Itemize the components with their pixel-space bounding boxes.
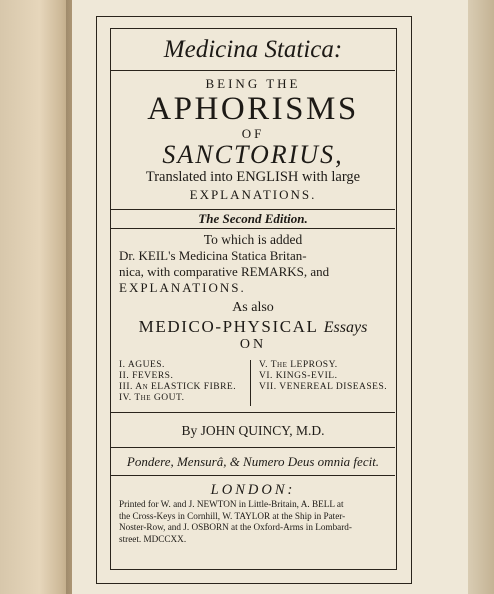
divider-rule <box>111 475 395 476</box>
essays-left-column <box>119 360 236 404</box>
divider-rule <box>111 412 395 413</box>
essay-item: II. FEVERS. <box>119 371 174 381</box>
essay-item: IV. The GOUT. <box>119 393 185 403</box>
column-divider <box>250 360 251 406</box>
keil-line: nica, with comparative REMARKS, and <box>119 264 330 279</box>
book-title: Medicina Statica: <box>163 36 343 63</box>
motto: Pondere, Mensurâ, & Numero Deus omnia fecit. <box>126 454 380 469</box>
edition-statement: The Second Edition. <box>198 211 308 226</box>
imprint-text <box>111 499 395 545</box>
aphorisms-heading: APHORISMS <box>147 91 359 127</box>
imprint-line: the Cross-Keys in Cornhill, W. TAYLOR at the Ship in Pater- <box>119 510 346 521</box>
essays-heading <box>111 317 395 337</box>
book-spine-margin <box>0 0 72 594</box>
essay-item: I. AGUES. <box>119 360 165 370</box>
of-text: OF <box>241 126 265 141</box>
essay-item: VI. KINGS-EVIL. <box>259 371 338 381</box>
as-also-text: As also <box>232 300 274 315</box>
keil-line: EXPLANATIONS. <box>119 280 246 295</box>
imprint-line: street. MDCCXX. <box>119 533 187 544</box>
divider-rule <box>111 70 395 71</box>
keil-line: Dr. KEIL's Medicina Statica Britan- <box>119 248 307 263</box>
essay-item: V. The LEPROSY. <box>259 360 338 370</box>
imprint-line: Noster-Row, and J. OSBORN at the Oxford-Arms in Lombard- <box>119 522 352 533</box>
essays-right-column <box>259 360 387 393</box>
medico-physical-text: MEDICO-PHYSICAL <box>138 317 318 336</box>
title-page-content <box>111 29 395 568</box>
essay-item: VII. VENEREAL DISEASES. <box>259 382 388 392</box>
divider-rule <box>111 228 395 229</box>
explanations-line: EXPLANATIONS. <box>189 187 317 202</box>
keil-paragraph <box>111 248 395 296</box>
essays-list <box>111 360 395 412</box>
essays-word: Essays <box>323 319 368 336</box>
divider-rule <box>111 447 395 448</box>
added-intro: To which is added <box>203 232 303 247</box>
imprint-city: LONDON: <box>210 482 296 498</box>
imprint-line: Printed for W. and J. NEWTON in Little-Britain, A. BELL at <box>119 499 344 509</box>
essay-item: III. An ELASTICK FIBRE. <box>119 382 237 392</box>
on-text: ON <box>239 337 267 352</box>
author-latin-name: SANCTORIUS, <box>162 140 344 169</box>
being-the-text: BEING THE <box>205 76 301 91</box>
page-edge <box>468 0 494 594</box>
translated-line: Translated into ENGLISH with large <box>145 169 361 185</box>
byline: By JOHN QUINCY, M.D. <box>181 423 325 438</box>
